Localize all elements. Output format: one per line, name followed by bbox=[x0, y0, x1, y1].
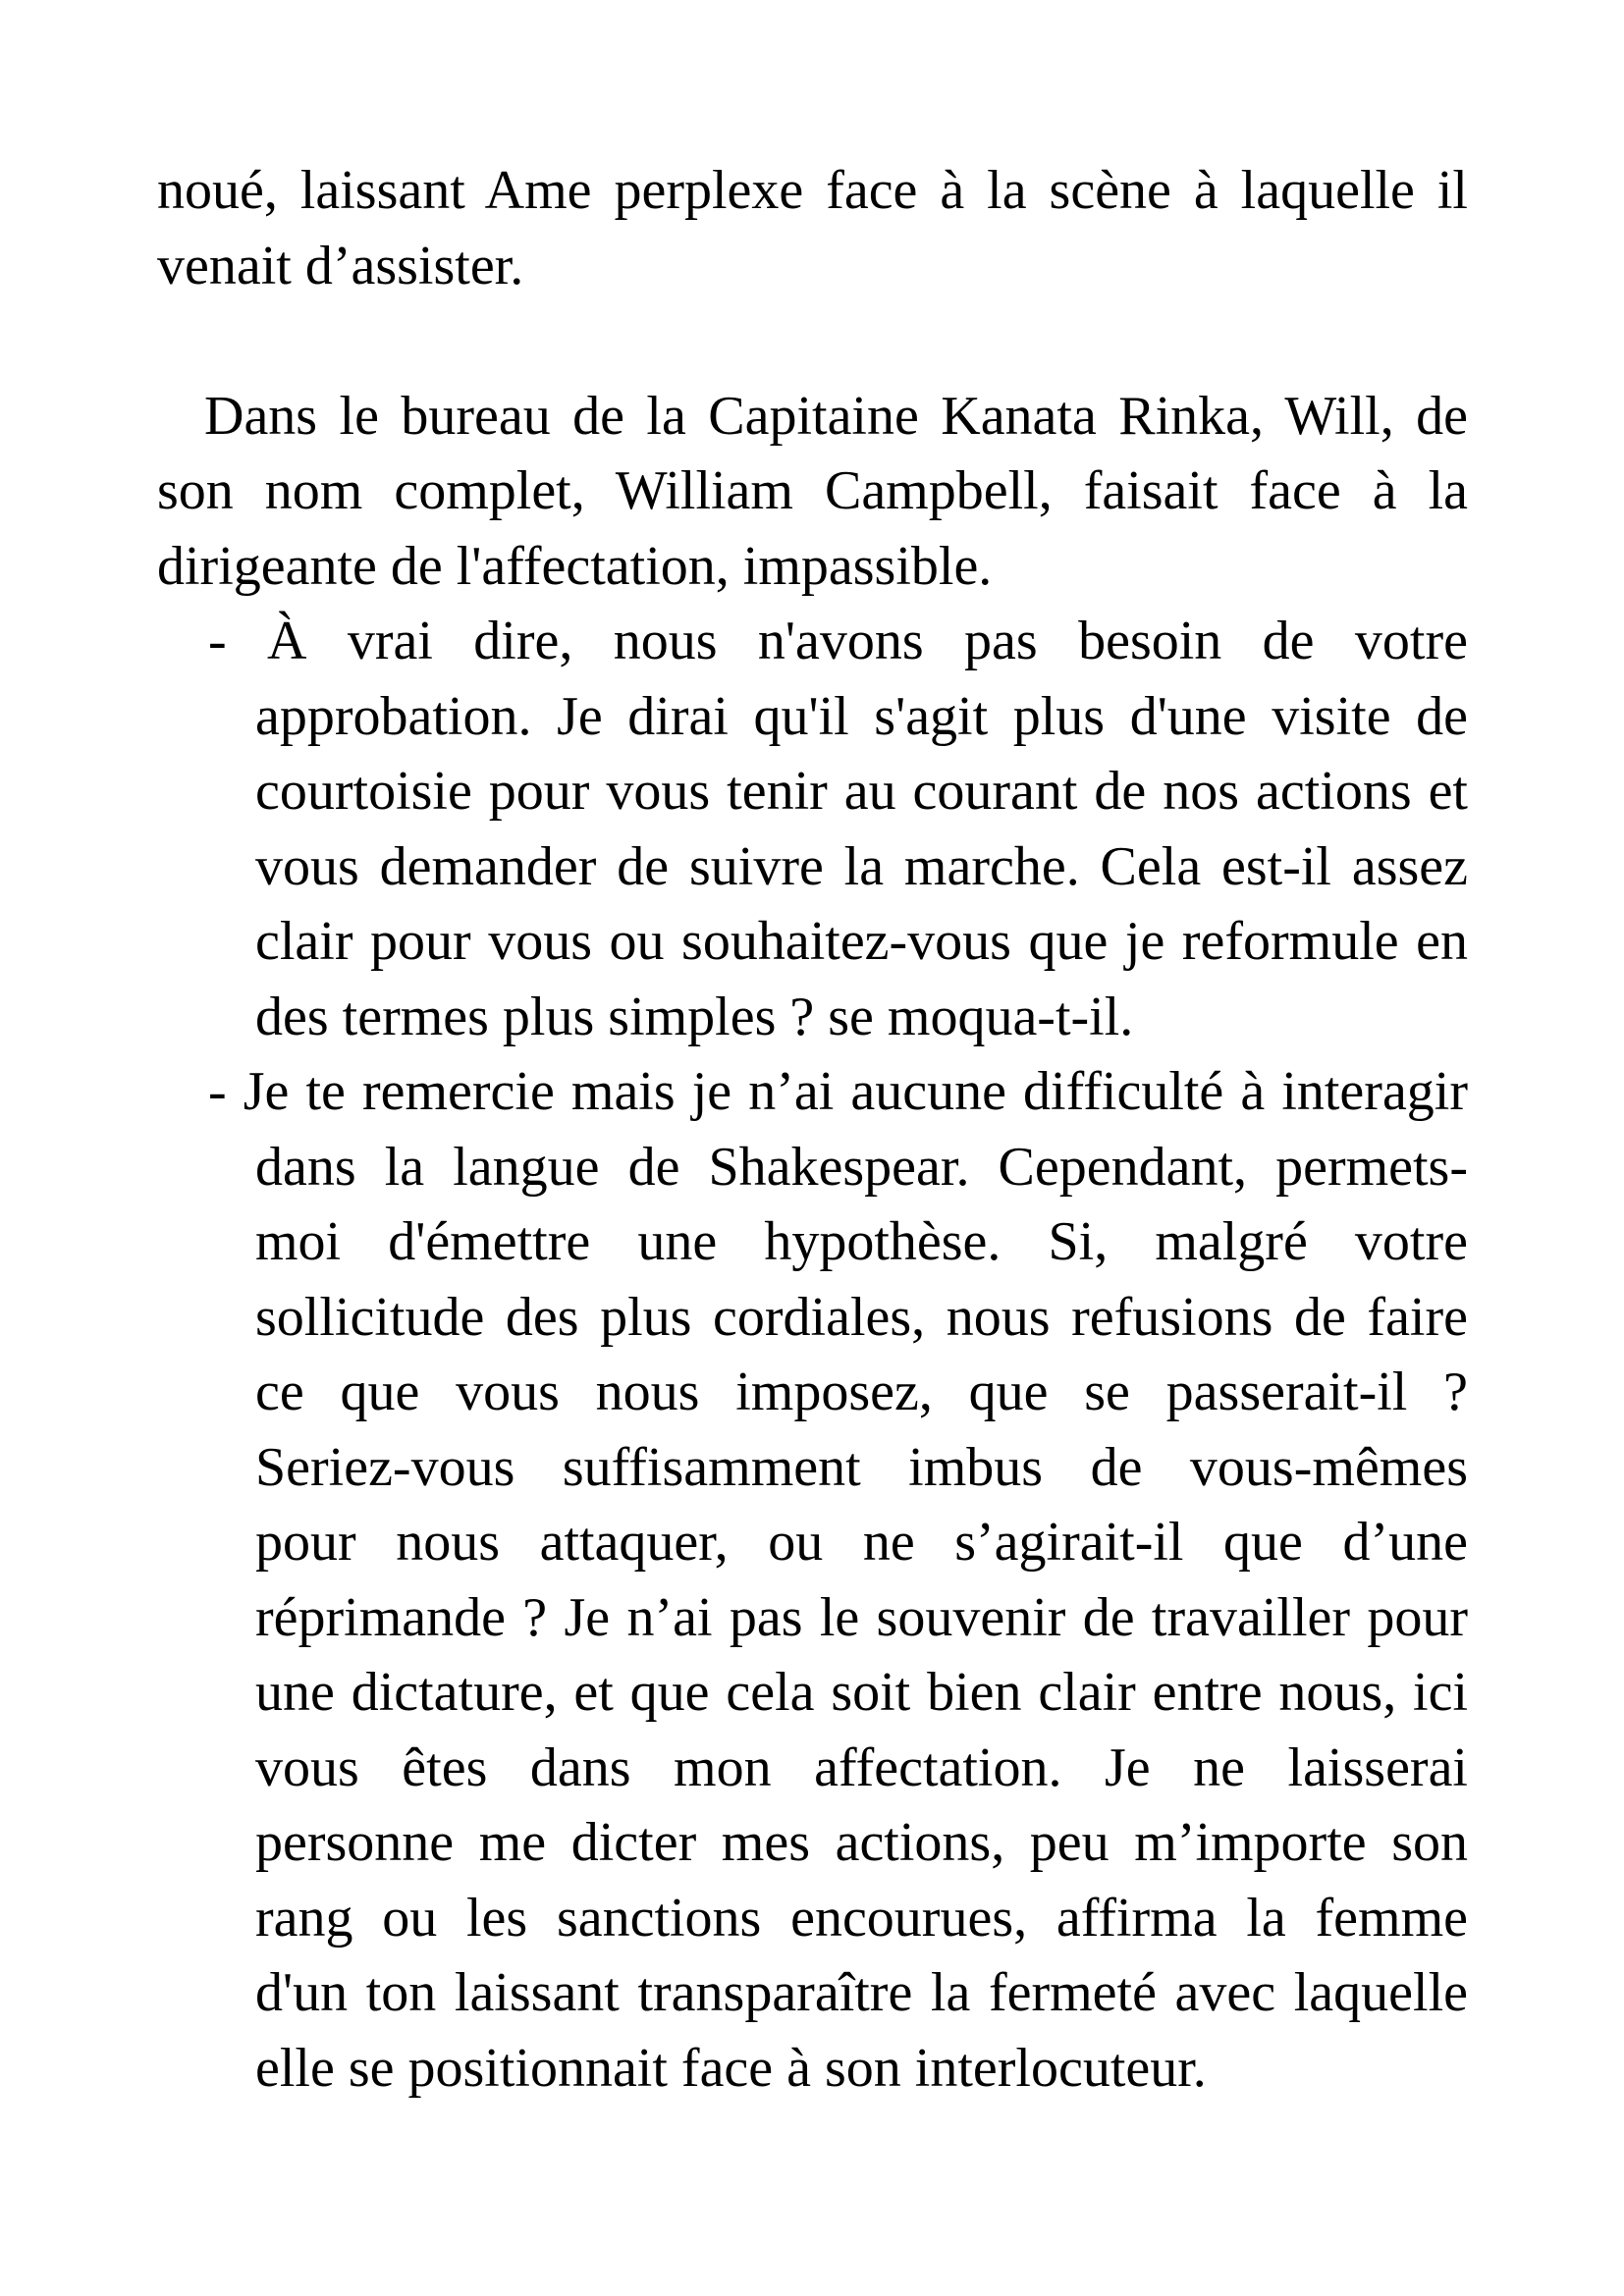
text-line: elle se positionnait face à son interlocuteur. bbox=[255, 2037, 1207, 2099]
text-line: - Je te remercie mais je n’ai aucune difficulté à interagir bbox=[208, 1061, 1468, 1122]
paragraph-office-intro bbox=[157, 379, 1468, 605]
text-line: réprimande ? Je n’ai pas le souvenir de travailler pour bbox=[255, 1586, 1468, 1648]
text-line: des termes plus simples ? se moqua-t-il. bbox=[255, 986, 1134, 1047]
text-line: Seriez-vous suffisamment imbus de vous-mêmes bbox=[255, 1436, 1468, 1498]
text-line: d'un ton laissant transparaître la fermeté avec laquelle bbox=[255, 1962, 1468, 2023]
text-line: approbation. Je dirai qu'il s'agit plus d'une visite de bbox=[255, 685, 1468, 747]
text-line: vous demander de suivre la marche. Cela est-il assez bbox=[255, 835, 1468, 897]
text-line: personne me dicter mes actions, peu m’importe son bbox=[255, 1812, 1468, 1873]
text-line: son nom complet, William Campbell, faisait face à la bbox=[157, 460, 1468, 521]
text-line: rang ou les sanctions encourues, affirma la femme bbox=[255, 1887, 1468, 1949]
dialogue-rinka bbox=[157, 1054, 1468, 2106]
text-line: sollicitude des plus cordiales, nous refusions de faire bbox=[255, 1286, 1468, 1348]
text-line: - À vrai dire, nous n'avons pas besoin de votre bbox=[208, 611, 1468, 671]
text-line: vous êtes dans mon affectation. Je ne laisserai bbox=[255, 1736, 1468, 1798]
text-line: venait d’assister. bbox=[157, 235, 524, 296]
text-line: pour nous attaquer, ou ne s’agirait-il que d’une bbox=[255, 1512, 1468, 1573]
page-text bbox=[157, 153, 1468, 2106]
text-line: dans la langue de Shakespear. Cependant, permets- bbox=[255, 1136, 1468, 1198]
text-line: une dictature, et que cela soit bien clair entre nous, ici bbox=[255, 1662, 1468, 1723]
text-line: clair pour vous ou souhaitez-vous que je reformule en bbox=[255, 911, 1468, 972]
text-line: Dans le bureau de la Capitaine Kanata Rinka, Will, de bbox=[204, 385, 1468, 447]
text-line: courtoisie pour vous tenir au courant de nos actions et bbox=[255, 761, 1468, 822]
text-line: dirigeante de l'affectation, impassible. bbox=[157, 535, 993, 597]
text-line: noué, laissant Ame perplexe face à la scène à laquelle il bbox=[157, 160, 1468, 221]
text-line: moi d'émettre une hypothèse. Si, malgré votre bbox=[255, 1211, 1468, 1272]
paragraph-scene-end bbox=[157, 153, 1468, 303]
text-line: ce que vous nous imposez, que se passerait-il ? bbox=[255, 1362, 1468, 1422]
dialogue-will bbox=[157, 604, 1468, 1054]
